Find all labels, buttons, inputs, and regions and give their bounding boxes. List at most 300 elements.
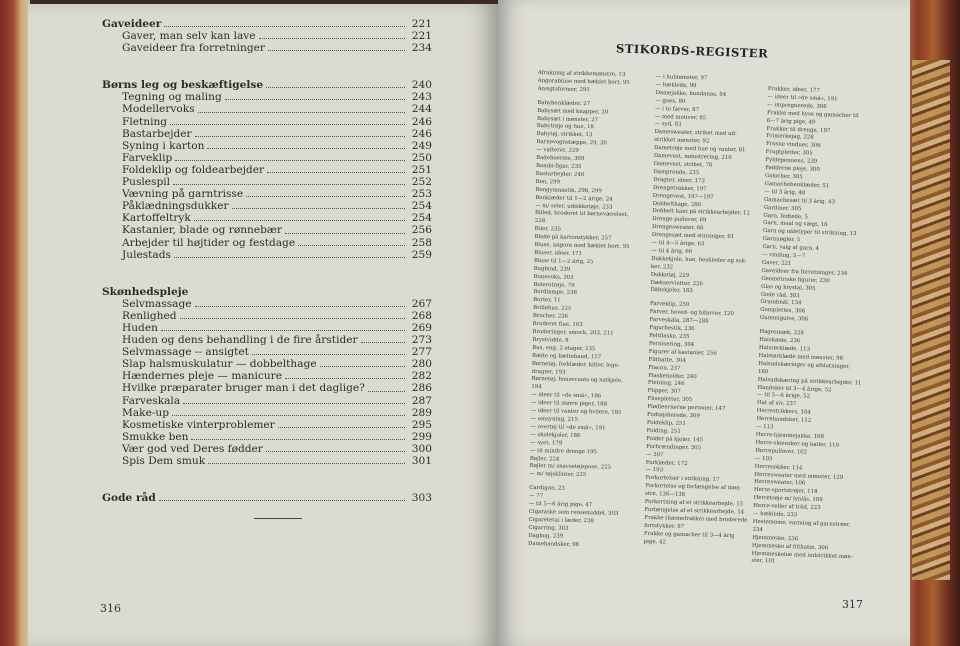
index-entry: Figurer af kastanier, 256: [648, 348, 717, 357]
toc-page-number: 258: [411, 236, 432, 249]
index-entry: Gaver, 221: [761, 259, 792, 267]
toc-entry-title: Skønhedspleje: [102, 285, 189, 298]
toc-entry-title: Gaveideer fra forretninger: [122, 42, 265, 55]
index-entry: ker, 232: [650, 263, 674, 271]
index-entry: Geometriske figurer, 230: [761, 275, 830, 285]
toc-entry-title: Huden: [122, 321, 158, 334]
dot-leader: [320, 366, 405, 367]
index-entry: stre, 136—138: [644, 490, 686, 499]
index-entry: Bøjler m/ snavsetøjspose, 225: [529, 463, 612, 472]
dot-leader: [259, 38, 405, 39]
index-entry: Farveskala, 287—288: [649, 317, 709, 325]
toc-entry: [102, 91, 432, 103]
index-entry: — omsyning, 215: [530, 415, 578, 423]
index-entry: Feltflaske, 235: [649, 332, 690, 340]
index-entry: dragter, 193: [531, 368, 566, 376]
toc-page-number: 286: [411, 382, 432, 395]
index-entry: Damejakke, bundanas, 84: [655, 89, 727, 98]
toc-entry-title: Arbejder til højtider og festdage: [122, 236, 296, 249]
toc-entry-title: Gaveideer: [102, 18, 162, 30]
toc-entry: [102, 103, 432, 115]
dot-leader: [183, 403, 405, 404]
toc-heading: [102, 79, 432, 91]
toc-entry-title: Fletning: [122, 115, 168, 128]
index-entry: Babysæt i mønster, 27: [536, 115, 599, 123]
toc-page-number: 240: [411, 79, 432, 92]
index-entry: Dåbskjoler, 183: [650, 287, 693, 295]
index-entry: Forkortelse og forlængelse af møn-: [645, 483, 742, 492]
toc-entry-title: Renlighed: [122, 309, 177, 322]
toc-page-number: 277: [411, 346, 432, 359]
toc-entry-title: Påklædningsdukker: [122, 200, 229, 213]
index-entry: Bluse, angora med hæklet bort, 95: [534, 241, 630, 250]
index-entry: Forklæder, 172: [645, 459, 688, 467]
index-entry: — til 4 årig, 66: [651, 247, 693, 255]
toc-entry-title: Julestads: [122, 248, 171, 261]
index-entry: Gummigulve, 306: [759, 315, 809, 323]
index-entry: — m/ tøjsklinter, 225: [529, 471, 587, 479]
index-entry: Grundmål, 134: [760, 299, 802, 307]
index-entry: — impregnerede, 306: [767, 101, 827, 110]
index-entry: Babybenklæder, 27: [537, 99, 591, 107]
index-entry: Halskæde, 236: [759, 336, 801, 345]
index-entry: Cardigan, 23: [529, 485, 565, 492]
index-entry: — syd, 83: [654, 121, 682, 129]
index-entry: — 307: [645, 451, 664, 458]
index-entry: Flødleernerne personer, 147: [647, 404, 726, 413]
toc-entry: [102, 334, 432, 346]
index-entry: Broderet flue, 163: [532, 321, 583, 329]
dot-leader: [194, 220, 405, 221]
index-entry: Fødderne pleje, 300: [765, 165, 820, 173]
index-entry: Frakke og gamacher til 3—4 årig: [643, 530, 735, 539]
section-rule: [254, 518, 302, 519]
toc-entry: [102, 407, 432, 419]
toc-entry: [102, 346, 432, 358]
dot-leader: [266, 87, 405, 88]
index-entry: Flacon, 237: [648, 364, 681, 372]
index-entry: Forkortelser i strikning, 17: [645, 475, 720, 484]
dot-leader: [175, 160, 405, 161]
index-entry: — overtøj til »de små«, 191: [530, 423, 606, 432]
toc-page-number: 269: [411, 321, 432, 334]
toc-entry: [102, 358, 432, 370]
toc-entry-title: Puslespil: [122, 176, 171, 189]
dot-leader: [180, 318, 406, 319]
register-title: STIKORDS-REGISTER: [615, 41, 769, 61]
index-entry: — skolekjoler, 186: [530, 431, 581, 439]
index-entry: — i hulmønster, 97: [655, 74, 708, 82]
index-entry: Damesweater, stribet med ud-: [654, 129, 737, 138]
toc-entry-title: Farveklip: [122, 151, 173, 164]
toc-page-number: 301: [411, 455, 432, 467]
toc-entry-title: Syning i karton: [122, 139, 205, 152]
index-entry: — ideer til »de små«, 186: [531, 392, 602, 400]
index-entry: Frimerkejag, 228: [766, 133, 814, 142]
toc-entry: [102, 237, 432, 249]
index-entry: Bonevoks, 303: [533, 273, 574, 281]
index-entry: Figurbestik, 236: [649, 325, 695, 333]
index-entry: Forkortning af et strikkearbejde, 15: [644, 498, 744, 508]
toc-entry: [102, 249, 432, 261]
toc-entry: [102, 419, 432, 431]
index-entry: — til 5—6 årig pige, 47: [528, 500, 593, 509]
index-entry: ster, 101: [751, 558, 776, 566]
dot-leader: [195, 306, 405, 307]
dot-leader: [173, 184, 405, 185]
index-entry: — m/ seler, udsikketøje, 233: [535, 202, 613, 211]
index-entry: — ideer til vanter og hvilere, 185: [530, 407, 622, 416]
toc-entry: [102, 298, 432, 310]
toc-page-number: 221: [411, 18, 432, 30]
index-entry: Dampronde, 235: [653, 168, 700, 177]
toc-entry-title: Kastanier, blade og rønnebær: [122, 224, 282, 237]
toc-entry-title: Gaver, man selv kan lave: [122, 30, 256, 43]
index-entry: Hestemome, varming af garnstrøer,: [752, 518, 851, 529]
index-column-1: [528, 70, 633, 550]
toc-entry-title: Vær god ved Deres fødder: [122, 442, 263, 455]
index-entry: Broderinger, smock, 203, 211: [532, 328, 614, 337]
index-entry: Flipper, 307: [647, 388, 681, 396]
index-entry: Frakker til drenge, 197: [766, 125, 831, 134]
dot-leader: [207, 148, 405, 149]
toc-page-number: 251: [411, 163, 432, 176]
index-entry: fortstykker, 87: [644, 522, 685, 530]
toc-entry-title: Vævning på garntrisse: [122, 188, 244, 201]
toc-page-number: 273: [411, 334, 432, 347]
index-entry: Herresokker, 114: [754, 463, 803, 472]
index-entry: Foldeklip, 251: [646, 419, 686, 427]
index-entry: Bluse til 1—2 årig, 25: [533, 257, 594, 266]
index-entry: Fernisering, 304: [648, 340, 695, 348]
index-entry: Frugtpletter, 305: [765, 149, 813, 157]
toc-entry-title: Modellervoks: [122, 103, 195, 116]
toc-page-number: 249: [411, 139, 432, 152]
index-entry: Drengesweater, 66: [651, 224, 704, 232]
index-entry: Herresweater med mønster, 129: [754, 471, 844, 481]
toc-page-number: 234: [411, 42, 432, 55]
dot-leader: [191, 439, 405, 440]
index-entry: Farveklip, 250: [649, 301, 690, 309]
index-entry: Frakke (hæmefrakke) med broderede: [644, 514, 748, 524]
index-entry: Bluser, ideer, 171: [534, 249, 583, 257]
index-entry: Dækservietter, 226: [650, 279, 703, 287]
index-entry: — ideer til større piger, 188: [530, 400, 608, 408]
index-entry: Bus, eng. 2 etager, 235: [532, 344, 596, 353]
index-entry: Billed, broderet til børneværelset,: [534, 210, 629, 219]
dot-leader: [246, 196, 405, 197]
index-entry: Dragter, ideer, 173: [653, 176, 705, 185]
dot-leader: [268, 50, 405, 51]
index-entry: 6—7 årig pige, 49: [766, 117, 816, 126]
index-entry: Halsudskæringer og afslutninger,: [758, 360, 851, 370]
table-of-contents: [102, 18, 432, 519]
index-entry: — goes, 80: [655, 97, 686, 105]
index-entry: Filthatte, 304: [648, 356, 686, 364]
index-entry: Dukketøj, 229: [650, 271, 690, 279]
toc-entry: [102, 30, 432, 42]
index-entry: — 77: [529, 493, 544, 500]
toc-entry-title: Slap halsmuskulatur — dobbelthage: [122, 358, 317, 371]
toc-entry-title: Tegning og maling: [122, 91, 222, 104]
index-entry: Dametrøje med hue og vanter, 81: [653, 145, 746, 154]
index-entry: Babytrøje og hue, 18: [536, 123, 594, 131]
index-entry: — ideer til »de små«, 191: [767, 93, 838, 103]
index-entry: Halsrørklæde, 113: [758, 344, 811, 353]
index-entry: Dobbelthage, 280: [652, 200, 702, 208]
toc-heading: [102, 18, 432, 30]
dot-leader: [361, 342, 405, 343]
dot-leader: [285, 378, 405, 379]
index-entry: Angorabluse med hæklet bort, 95: [537, 77, 630, 86]
toc-page-number: 295: [411, 418, 432, 431]
index-entry: Barnevognstæppe, 29, 30: [536, 139, 607, 147]
toc-entry: [102, 152, 432, 164]
index-entry: Gode råd, 303: [760, 291, 800, 299]
index-entry: Damehandsker, 98: [528, 540, 580, 548]
index-entry: Cigarring, 303: [528, 524, 569, 532]
dot-leader: [198, 112, 405, 113]
index-entry: Børnetøj, housecoats og natkjole,: [531, 376, 623, 385]
index-entry: — vinding, 5—7: [761, 251, 806, 260]
index-entry: — vatteret, 229: [536, 147, 579, 155]
index-entry: Babytøj, strikket, 13: [536, 131, 593, 139]
toc-entry: [102, 212, 432, 224]
dot-leader: [368, 391, 405, 392]
index-entry: Drengetrakker, 197: [652, 184, 707, 193]
toc-entry: [102, 455, 432, 467]
toc-entry-title: Foldeklip og foldearbejder: [122, 163, 265, 176]
index-entry: Bongymnastik, 298, 299: [535, 186, 602, 195]
toc-entry: [102, 370, 432, 382]
toc-entry-title: Kartoffeltryk: [122, 212, 191, 225]
toc-entry: [102, 164, 432, 176]
dot-leader: [298, 245, 405, 246]
index-entry: Folder på kjoler, 145: [646, 435, 704, 444]
index-entry: Bastarbejder, 246: [535, 170, 585, 178]
index-entry: Herre-sportstrøjer, 118: [753, 487, 818, 496]
index-entry: Bordlampe, 238: [533, 289, 578, 297]
toc-entry-title: Make-up: [122, 406, 170, 419]
dot-leader: [174, 257, 405, 258]
index-entry: — til 3 årig, 48: [764, 188, 806, 197]
toc-entry: [102, 116, 432, 128]
toc-heading: [102, 286, 432, 298]
index-entry: Hjemmeskolne med indstrikket møn-: [751, 550, 853, 560]
dot-leader: [195, 136, 405, 137]
index-entry: — til 4—5 årige, 63: [651, 239, 705, 248]
index-entry: Forbrændinger, 305: [646, 443, 702, 451]
index-entry: strikket mønster, 92: [654, 137, 710, 145]
index-entry: Damevest, mønstrering, 216: [653, 153, 732, 162]
index-entry: Frakke med hyse og gamacher til: [766, 109, 859, 119]
toc-page-number: 243: [411, 91, 432, 104]
dot-leader: [161, 330, 405, 331]
toc-page-number: 303: [411, 492, 432, 505]
index-entry: Flaskeholder, 240: [648, 372, 697, 380]
index-entry: Bøjler, 224: [529, 455, 560, 463]
index-entry: — til mindre drenge 195: [529, 447, 598, 455]
toc-page-number: 246: [411, 115, 432, 128]
toc-entry: [102, 224, 432, 236]
index-entry: Fletning, 246: [647, 380, 685, 388]
toc-entry: [102, 200, 432, 212]
index-entry: Fodtøjsberede, 309: [646, 411, 700, 420]
index-entry: Bolerotrøje, 79: [533, 281, 575, 289]
marbled-endpaper: [912, 60, 950, 580]
index-entry: Hjemmesko, 236: [752, 534, 799, 543]
toc-entry: [102, 310, 432, 322]
index-entry: Badeboerste, 309: [536, 155, 585, 163]
index-entry: Cigaretetui i læder, 238: [528, 516, 594, 525]
index-entry: Biler, 235: [534, 226, 562, 233]
index-entry: Dobbelt kant på strikkearbejder, 12: [652, 208, 750, 217]
index-column-3: [751, 86, 871, 570]
dot-leader: [278, 427, 405, 428]
index-entry: Dagbog, 239: [528, 532, 564, 540]
toc-page-number: 252: [411, 176, 432, 189]
index-entry: Ben, 299: [535, 178, 561, 186]
index-entry: Hat af siv, 237: [756, 400, 797, 408]
toc-entry-title: Selvmassage: [122, 297, 192, 310]
index-entry: — 113: [755, 423, 774, 431]
index-entry: Glas og krystal, 305: [760, 283, 816, 292]
index-entry: Gardiner, 305: [763, 204, 802, 212]
index-entry: Herresweater, 106: [754, 479, 806, 487]
dot-leader: [159, 500, 405, 501]
index-entry: Cigaraske som rensemiddel, 303: [528, 508, 619, 517]
index-entry: — hæklede, 233: [752, 510, 798, 519]
index-entry: — til 5—6 årige, 52: [757, 392, 811, 401]
index-entry: Brystvidde, 8: [532, 336, 569, 344]
index-entry: Garn, fedtede, 5: [763, 212, 809, 220]
dot-leader: [164, 26, 405, 27]
page-number-right: 317: [842, 598, 863, 611]
index-entry: Gomplettes, 306: [760, 307, 806, 315]
toc-entry-title: Gode råd: [102, 492, 156, 505]
dot-leader: [267, 172, 405, 173]
toc-entry: [102, 42, 432, 54]
toc-entry: [102, 176, 432, 188]
toc-entry-title: Børns leg og beskæftigelse: [102, 79, 264, 92]
dot-leader: [252, 354, 405, 355]
index-column-2: [644, 74, 759, 549]
index-entry: 234: [752, 526, 763, 533]
dot-leader: [285, 233, 405, 234]
toc-entry-title: Farveskala: [122, 394, 181, 407]
toc-entry-title: Kosmetiske vinterproblemer: [122, 418, 275, 431]
toc-entry-title: Spis Dem smuk: [122, 455, 206, 467]
toc-entry: [102, 188, 432, 200]
index-entry: Farver, hoved- og bifarver, 120: [649, 309, 734, 318]
toc-page-number: 280: [411, 358, 432, 371]
toc-entry-title: Selvmassage -- ansigtet: [122, 346, 249, 359]
index-entry: Herrepullover, 102: [755, 447, 808, 456]
toc-page-number: 267: [411, 297, 432, 310]
toc-page-number: 300: [411, 442, 432, 455]
index-entry: Herrehandsker, 112: [756, 415, 812, 424]
index-entry: pige, 42: [643, 538, 666, 545]
index-entry: Hagesmæk, 228: [759, 329, 804, 337]
index-entry: — 193: [645, 467, 664, 474]
dot-leader: [225, 99, 405, 100]
toc-entry-title: Bastarbejder: [122, 127, 192, 140]
index-entry: Drengesæt med stinsinger, 61: [651, 232, 735, 241]
index-entry: Frosne vinduer, 306: [765, 141, 821, 150]
toc-page-number: 259: [411, 248, 432, 261]
index-entry: — hæklede, 99: [655, 81, 697, 89]
dot-leader: [232, 208, 405, 209]
dot-leader: [172, 415, 405, 416]
toc-entry-title: Huden og dens behandling i de fire årstider: [122, 334, 358, 347]
toc-heading: [102, 492, 432, 504]
index-entry: 228: [534, 218, 546, 225]
index-entry: Garnnøgler, 5: [762, 236, 801, 244]
index-entry: Blade på kartonstykker, 257: [534, 234, 612, 242]
index-entry: Borter, 11: [533, 297, 561, 304]
toc-entry-title: Hændernes pleje — manicure: [122, 370, 283, 383]
index-entry: Halstørklæde med mønster, 98: [758, 352, 844, 362]
toc-page-number: 287: [411, 394, 432, 407]
toc-page-number: 246: [411, 127, 432, 140]
index-entry: Handsker til 3—4 årige, 52: [757, 384, 832, 393]
index-entry: Brocher, 236: [532, 313, 569, 320]
index-entry: Herretrøje m/ lynlås, 109: [753, 494, 823, 504]
toc-page-number: 253: [411, 188, 432, 201]
index-entry: Fyldepennens, 239: [765, 157, 818, 165]
index-entry: Forlængelse af et strikkearbejde, 14: [644, 506, 745, 516]
index-entry: Bogbind, 239: [533, 265, 571, 273]
index-entry: Drenge-pullover, 69: [652, 216, 707, 224]
index-entry: Dukkekjole, hue, beskleder og sok-: [651, 255, 747, 265]
toc-entry: [102, 431, 432, 443]
index-entry: Herre-hjemmejakke, 108: [755, 431, 825, 441]
toc-page-number: 250: [411, 151, 432, 164]
index-entry: Bælte og bælteband, 157: [531, 352, 602, 361]
index-entry: — med motiver, 85: [654, 113, 707, 121]
index-entry: Hjemmesko af filthatte, 306: [751, 542, 829, 552]
toc-page-number: 256: [411, 224, 432, 237]
index-entry: Galocher, 305: [764, 172, 803, 181]
index-entry: Garn, valg af garn, 4: [762, 244, 820, 253]
toc-entry-title: Hvilke præparater bruger man i det daglige?: [122, 382, 365, 395]
page-number-left: 316: [100, 602, 121, 615]
toc-page-number: 254: [411, 212, 432, 225]
index-entry: 160: [757, 368, 769, 375]
index-entry: Herrestrikkers, 104: [756, 408, 811, 416]
dot-leader: [266, 451, 405, 452]
index-entry: Herre-skiensker og haller, 110: [755, 439, 840, 449]
index-entry: Gamachesæt til 3 årig, 43: [763, 196, 836, 206]
toc-entry-title: Smukke ben: [122, 430, 189, 443]
index-entry: Gamachebenklæder, 51: [764, 180, 830, 190]
toc-entry: [102, 322, 432, 334]
index-entry: 194: [531, 384, 542, 391]
index-entry: Gaveideer fra forretninger, 234: [761, 267, 848, 277]
index-entry: Damevest, stribet, 78: [653, 160, 713, 169]
index-entry: Frakker, ideer, 177: [767, 86, 820, 94]
index-entry: — syet, 179: [530, 439, 563, 447]
toc-page-number: 289: [411, 406, 432, 419]
dot-leader: [170, 124, 405, 125]
index-entry: Bambi-figur, 235: [535, 162, 582, 170]
index-entry: Afrakning af strikkemønstre, 13: [537, 70, 626, 78]
index-entry: Flisepletter, 305: [647, 396, 693, 404]
toc-page-number: 282: [411, 370, 432, 383]
toc-page-number: 254: [411, 200, 432, 213]
toc-entry: [102, 443, 432, 455]
index-entry: Garn og nåletyper til strikning, 13: [762, 228, 857, 238]
